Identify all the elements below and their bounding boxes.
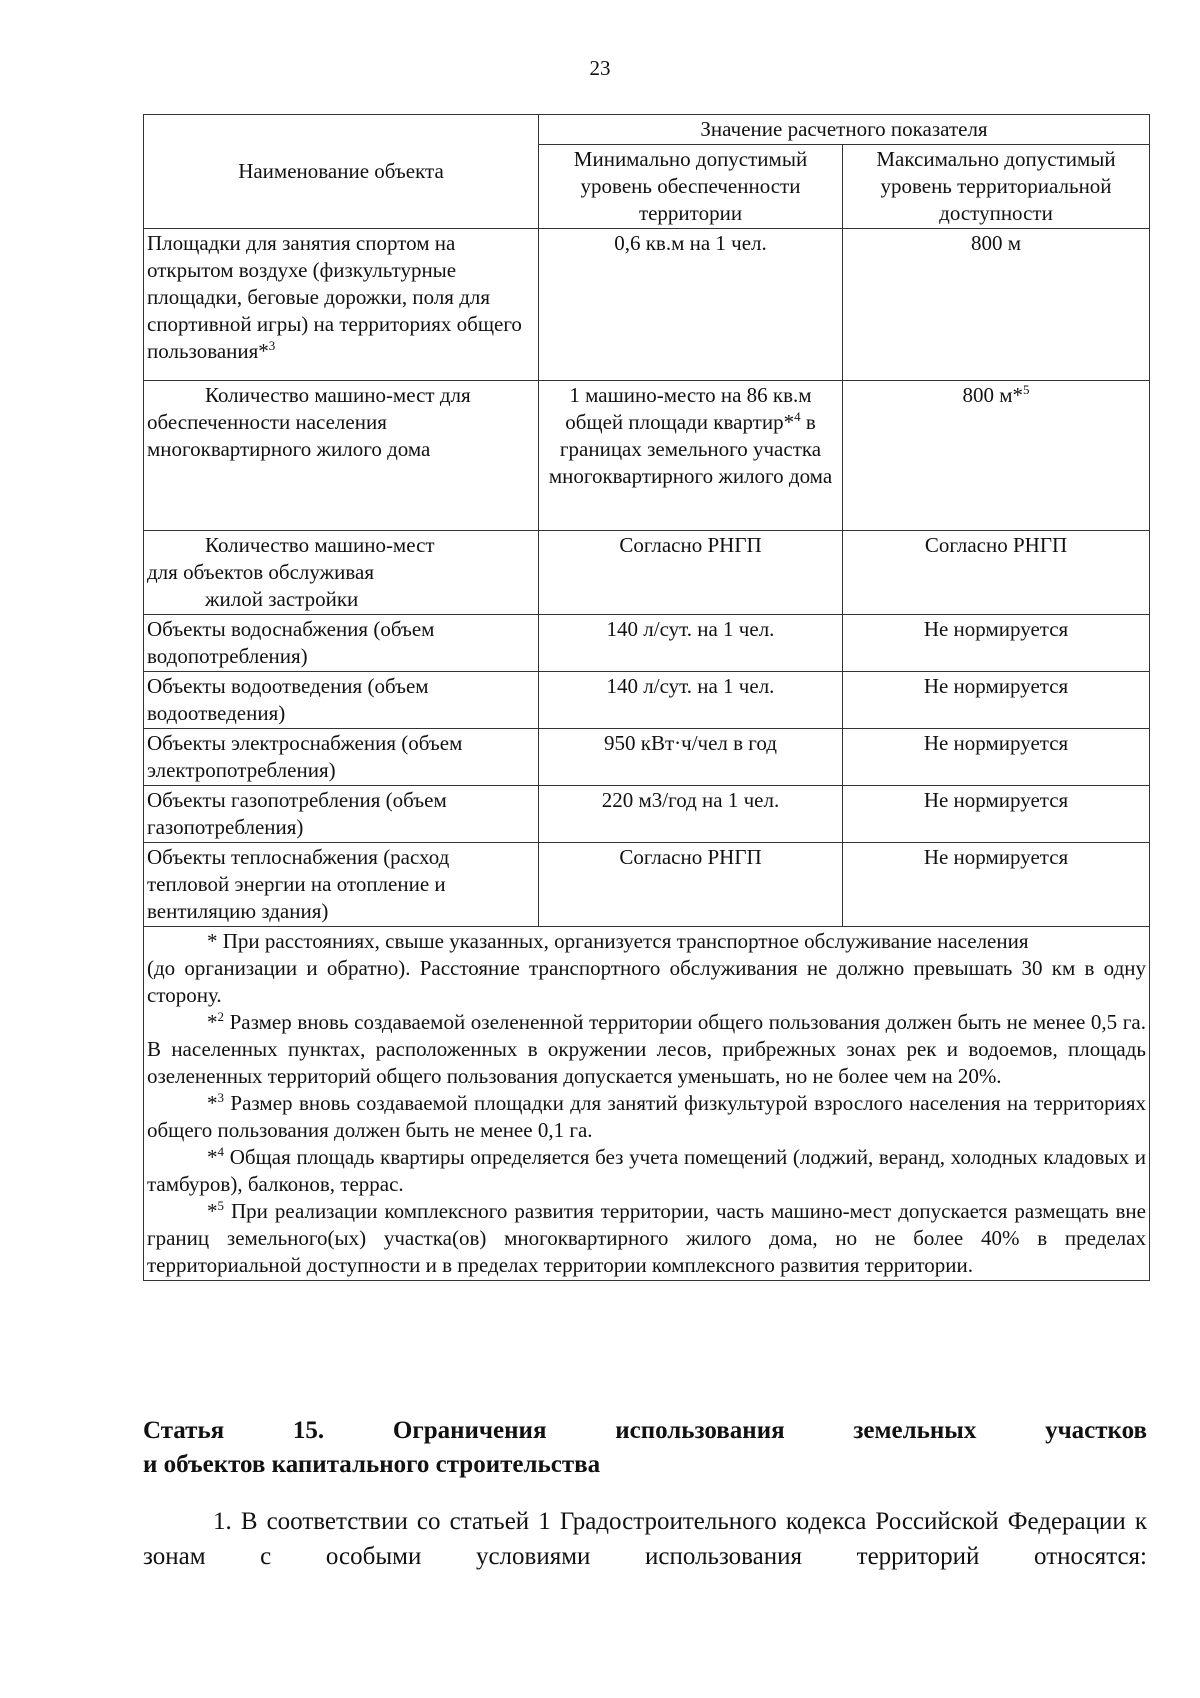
row-name: Количество машино-мест для обеспеченности населения многоквартирного жилого дома: [144, 381, 539, 531]
table-header-row: [144, 115, 1150, 145]
row-min: 950 кВт·ч/чел в год: [539, 729, 843, 786]
row-name: Объекты газопотребления (объем газопотребления): [144, 786, 539, 843]
row-max: Не нормируется: [843, 615, 1150, 672]
row-min: Согласно РНГП: [539, 843, 843, 927]
row-min: 1 машино-место на 86 кв.м общей площади квартир*$^4$ в границах земельного участка многоквартирного жилого дома: [539, 381, 843, 531]
article-title: [143, 1414, 1147, 1482]
row-max: Не нормируется: [843, 843, 1150, 927]
article-title-line-1: Статья 15. Ограничения использования земельных участков: [143, 1417, 1147, 1444]
row-max: Не нормируется: [843, 729, 1150, 786]
norms-table: [143, 114, 1150, 1281]
row-min: 140 л/сут. на 1 чел.: [539, 672, 843, 729]
table-row: [144, 229, 1150, 381]
row-name: Объекты водоотведения (объем водоотведения): [144, 672, 539, 729]
header-indicator-group: Значение расчетного показателя: [539, 115, 1150, 145]
page-number: 23: [589, 56, 611, 80]
footnote: *$^2$ Размер вновь создаваемой озелененной территории общего пользования должен быть не менее 0,5 га. В населенных пунктах, расположенных в окружении лесов, прибрежных зонах рек и водоемов, площадь озелененных территорий общего пользования допускается уменьшать, но не более чем на 20%.: [147, 1009, 1146, 1088]
table-row: [144, 672, 1150, 729]
row-min: 220 м3/год на 1 чел.: [539, 786, 843, 843]
table-row: [144, 786, 1150, 843]
table-row: [144, 843, 1150, 927]
row-name: Объекты теплоснабжения (расход тепловой энергии на отопление и вентиляцию здания): [144, 843, 539, 927]
row-name: Объекты водоснабжения (объем водопотребления): [144, 615, 539, 672]
footnote: *$^3$ Размер вновь создаваемой площадки для занятий физкультурой взрослого населения на территориях общего пользования должен быть не менее 0,1 га.: [147, 1090, 1146, 1142]
article-title-line-2: и объектов капитального строительства: [143, 1451, 601, 1478]
row-max: Не нормируется: [843, 786, 1150, 843]
row-name: Площадки для занятия спортом на открытом воздухе (физкультурные площадки, беговые дорожки, поля для спортивной игры) на территориях общего пользования*$^3$: [144, 229, 539, 381]
row-name: Объекты электроснабжения (объем электропотребления): [144, 729, 539, 786]
row-min: 140 л/сут. на 1 чел.: [539, 615, 843, 672]
footnote: * При расстояниях, свыше указанных, организуется транспортное обслуживание населения: [207, 929, 1029, 953]
footnote: (до организации и обратно). Расстояние транспортного обслуживания не должно превышать 30 км в одну сторону.: [147, 956, 1146, 1007]
row-min: 0,6 кв.м на 1 чел.: [539, 229, 843, 381]
row-max: 800 м*$^5$: [843, 381, 1150, 531]
table-row: [144, 531, 1150, 615]
table-notes-row: [144, 927, 1150, 1281]
row-min: Согласно РНГП: [539, 531, 843, 615]
row-max: Не нормируется: [843, 672, 1150, 729]
row-max: 800 м: [843, 229, 1150, 381]
header-object-name: Наименование объекта: [144, 115, 539, 229]
table-row: [144, 615, 1150, 672]
table-row: [144, 729, 1150, 786]
table-row: [144, 381, 1150, 531]
header-min-level: Минимально допустимый уровень обеспеченности территории: [539, 145, 843, 229]
footnote: *$^4$ Общая площадь квартиры определяется без учета помещений (лоджий, веранд, холодных кладовых и тамбуров), балконов, террас.: [147, 1144, 1146, 1196]
table-footnotes: [144, 927, 1150, 1281]
header-max-access: Максимально допустимый уровень территориальной доступности: [843, 145, 1150, 229]
row-name: Количество машино-мест для объектов обслуживая жилой застройки: [144, 531, 539, 615]
row-max: Согласно РНГП: [843, 531, 1150, 615]
footnote: *$^5$ При реализации комплексного развития территории, часть машино-мест допускается размещать вне границ земельного(ых) участка(ов) многоквартирного жилого дома, но не более 40% в пределах территориальной доступности и в пределах территории комплексного развития территории.: [147, 1198, 1146, 1277]
article-paragraph: 1. В соответствии со статьей 1 Градостроительного кодекса Российской Федерации к зонам с особыми условиями использования территорий относятся:: [143, 1508, 1147, 1570]
